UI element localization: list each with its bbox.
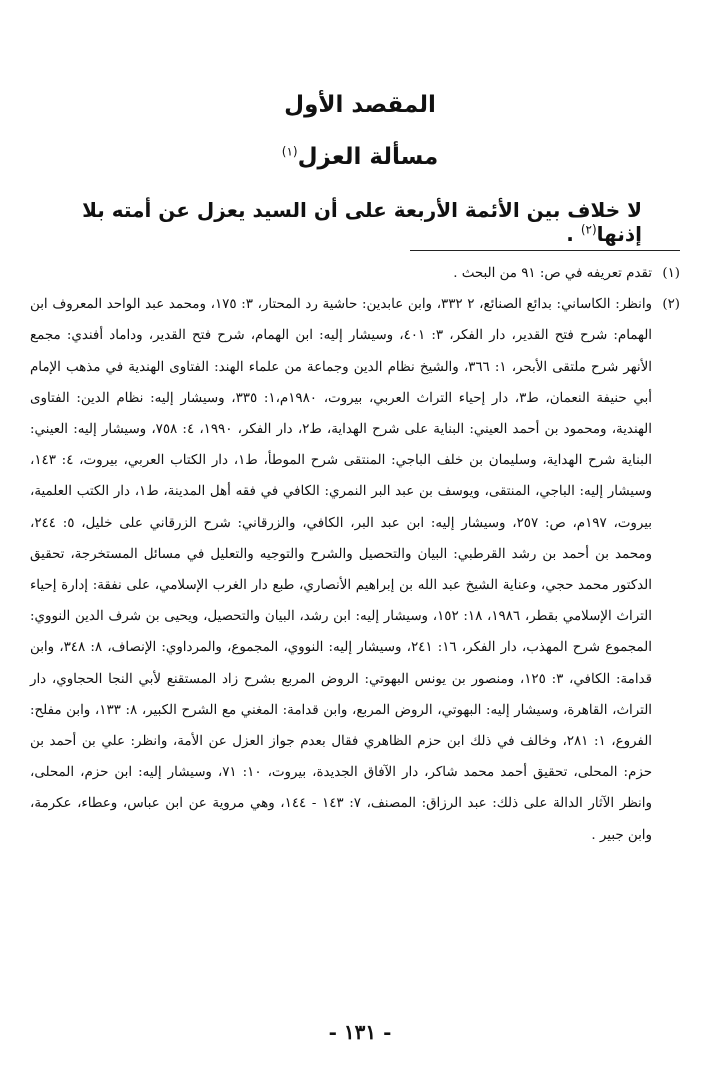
footnote-ref-2[interactable]: (٢): [580, 222, 597, 237]
footnote-1: [30, 258, 680, 289]
section-heading: [0, 92, 720, 118]
footnote-number: (٢): [662, 297, 680, 313]
body-paragraph-end: .: [566, 222, 581, 246]
footnote-text: وانظر: الكاساني: بدائع الصنائع، ٢ ٣٣٢، وابن عابدين: حاشية رد المحتار، ٣: ١٧٥، ومحمد عبد الواحد المعروف ابن الهمام: شرح فتح القدير، دار الفكر، ٣: ٤٠١، وسيشار إليه: ابن الهمام، شرح فتح القدير، وداماد أفندي: مجمع الأنهر شرح ملتقى الأبحر، ١: ٣٦٦، والشيخ نظام الدين وجماعة من علماء الهند: الفتاوى الهندية في مذهب الإمام أبي حنيفة النعمان، ط٣، دار إحياء التراث العربي، بيروت، ١٩٨٠م،١: ٣٣٥، وسيشار إليه: نظام الدين: الفتاوى الهندية، ومحمود بن أحمد العيني: البناية على شرح الهداية، ط٢، دار الفكر، ١٩٩٠، ٤: ٧٥٨، وسيشار إليه: العيني: البناية شرح الهداية، وسليمان بن خلف الباجي: المنتقى شرح الموطأ، ط١، دار الكتاب العربي، بيروت، ٤: ١٤٣، وسيشار إليه: الباجي، المنتقى، ويوسف بن عبد البر النمري: الكافي في فقه أهل المدينة، ط١، دار الكتب العلمية، بيروت، ١٩٧م، ص: ٢٥٧، وسيشار إليه: ابن عبد البر، الكافي، والزرقاني: شرح الزرقاني على خليل، ٥: ٢٤٤، ومحمد بن أحمد بن رشد القرطبي: البيان والتحصيل والشرح والتوجيه والتعليل في مسائل المستخرجة، تحقيق الدكتور محمد حجي، وعناية الشيخ عبد الله بن إبراهيم الأنصاري، طبع دار الغرب الإسلامي، على نفقة: إدارة إحياء التراث الإسلامي بقطر، ١٩٨٦، ١٨: ١٥٢، وسيشار إليه: ابن رشد، البيان والتحصيل، ويحيى بن شرف الدين النووي: المجموع شرح المهذب، دار الفكر، ١٦: ٢٤١، وسيشار إليه: النووي، المجموع، والمرداوي: الإنصاف، ٨: ٣٤٨، وابن قدامة: الكافي، ٣: ١٢٥، ومنصور بن يونس البهوتي: الروض المربع بشرح زاد المستقنع لأبي النجا الحجاوي، دار التراث، القاهرة، وسيشار إليه: البهوتي، الروض المربع، وابن قدامة: المغني مع الشرح الكبير، ٨: ١٣٣، وابن مفلح: الفروع، ١: ٢٨١، وخالف في ذلك ابن حزم الظاهري فقال بعدم جواز العزل عن الأمة، وانظر: علي بن أحمد بن حزم: المحلى، تحقيق أحمد محمد شاكر، دار الآفاق الجديدة، بيروت، ١٠: ٧١، وسيشار إليه: ابن حزم، المحلى، وانظر الآثار الدالة على ذلك: عبد الرزاق: المصنف، ٧: ١٤٣ - ١٤٤، وهي مروية عن ابن عباس، وعطاء، عكرمة، وابن جبير .: [30, 297, 653, 843]
footnote-2: [30, 289, 680, 851]
section-title: [0, 144, 720, 170]
body-paragraph-text: لا خلاف بين الأئمة الأربعة على أن السيد يعزل عن أمته بلا إذنها: [82, 198, 642, 246]
page-number: - ١٣١ -: [328, 1020, 392, 1044]
body-paragraph: [82, 198, 642, 246]
section-title-text: مسألة العزل: [297, 144, 439, 170]
section-heading-text: المقصد الأول: [284, 92, 436, 118]
footnote-number: (١): [662, 266, 680, 281]
footnote-ref-1[interactable]: (١): [281, 144, 298, 159]
footnote-separator: [410, 250, 680, 251]
footnotes: [30, 258, 680, 851]
footnote-text: تقدم تعريفه في ص: ٩١ من البحث .: [453, 266, 652, 281]
